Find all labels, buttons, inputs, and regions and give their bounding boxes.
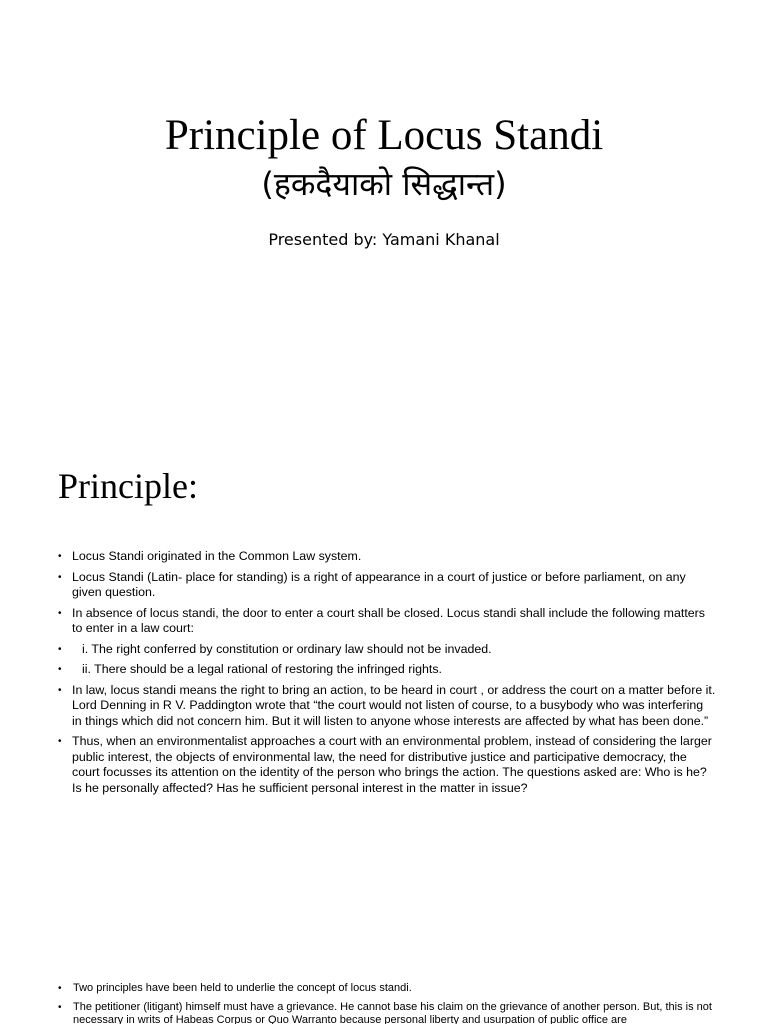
bullet-icon: •: [58, 571, 62, 583]
bullet-text: ii. There should be a legal rational of restoring the infringed rights.: [82, 662, 442, 676]
bullet-text: In absence of locus standi, the door to enter a court shall be closed. Locus standi shall include the following matters to enter in a law court:: [72, 605, 705, 635]
bullet-icon: •: [58, 551, 62, 562]
bullet-icon: •: [58, 983, 62, 994]
list-item: [56, 982, 716, 995]
bullet-text: Two principles have been held to underlie the concept of locus standi.: [73, 982, 412, 994]
bullet-text: i. The right conferred by constitution or ordinary law should not be invaded.: [82, 641, 492, 656]
bullet-text: In law, locus standi means the right to bring an action, to be heard in court , or address the court on a matter before it. Lord Denning in R V. Paddington wrote that “the court would not listen of course, to a busybody who was interfering in things which did not concern him. But it will listen to anyone whose interests are affected by what has been done.”: [72, 682, 716, 728]
slide-subtitle: (हकदैयाको सिद्धान्त): [261, 165, 507, 203]
list-item: [56, 662, 716, 678]
list-item: [56, 570, 716, 601]
list-item: [56, 549, 716, 565]
title-slide: [0, 0, 768, 432]
bullet-icon: •: [58, 607, 62, 619]
principle-slide: [0, 432, 768, 962]
list-item: [56, 642, 716, 658]
bullet-text: Locus Standi (Latin- place for standing) is a right of appearance in a court of justice or before parliament, on any given question.: [72, 569, 686, 599]
slide-title: Principle of Locus Standi: [164, 112, 604, 159]
list-item: [56, 683, 716, 730]
bullet-list: [56, 549, 716, 801]
bullet-icon: •: [58, 684, 62, 696]
bullet-icon: •: [58, 1002, 62, 1013]
bullet-icon: •: [58, 664, 62, 675]
bullet-text: Locus Standi originated in the Common Law system.: [72, 549, 362, 563]
bullet-list: [56, 982, 716, 1024]
concept-slide: [0, 962, 768, 1024]
bullet-text: Thus, when an environmentalist approaches a court with an environmental problem, instead of considering the larger public interest, the objects of environmental law, the need for distributive justice and participative democracy, the court focusses its attention on the identity of the person who brings the action. The questions asked are: Who is he? Is he personally affected? Has he sufficient personal interest in the matter in issue?: [72, 734, 712, 795]
bullet-icon: •: [58, 643, 62, 655]
bullet-text: The petitioner (litigant) himself must have a grievance. He cannot base his claim on the grievance of another person. But, this is not necessary in writs of Habeas Corpus or Quo Warranto because personal liberty and usurpation of public office are: [73, 1001, 712, 1024]
presenter-line: Presented by: Yamani Khanal: [268, 230, 500, 249]
bullet-icon: •: [58, 736, 62, 747]
list-item: [56, 606, 716, 637]
list-item: [56, 734, 716, 796]
slide-heading: Principle:: [58, 466, 198, 506]
list-item: [56, 1001, 716, 1024]
